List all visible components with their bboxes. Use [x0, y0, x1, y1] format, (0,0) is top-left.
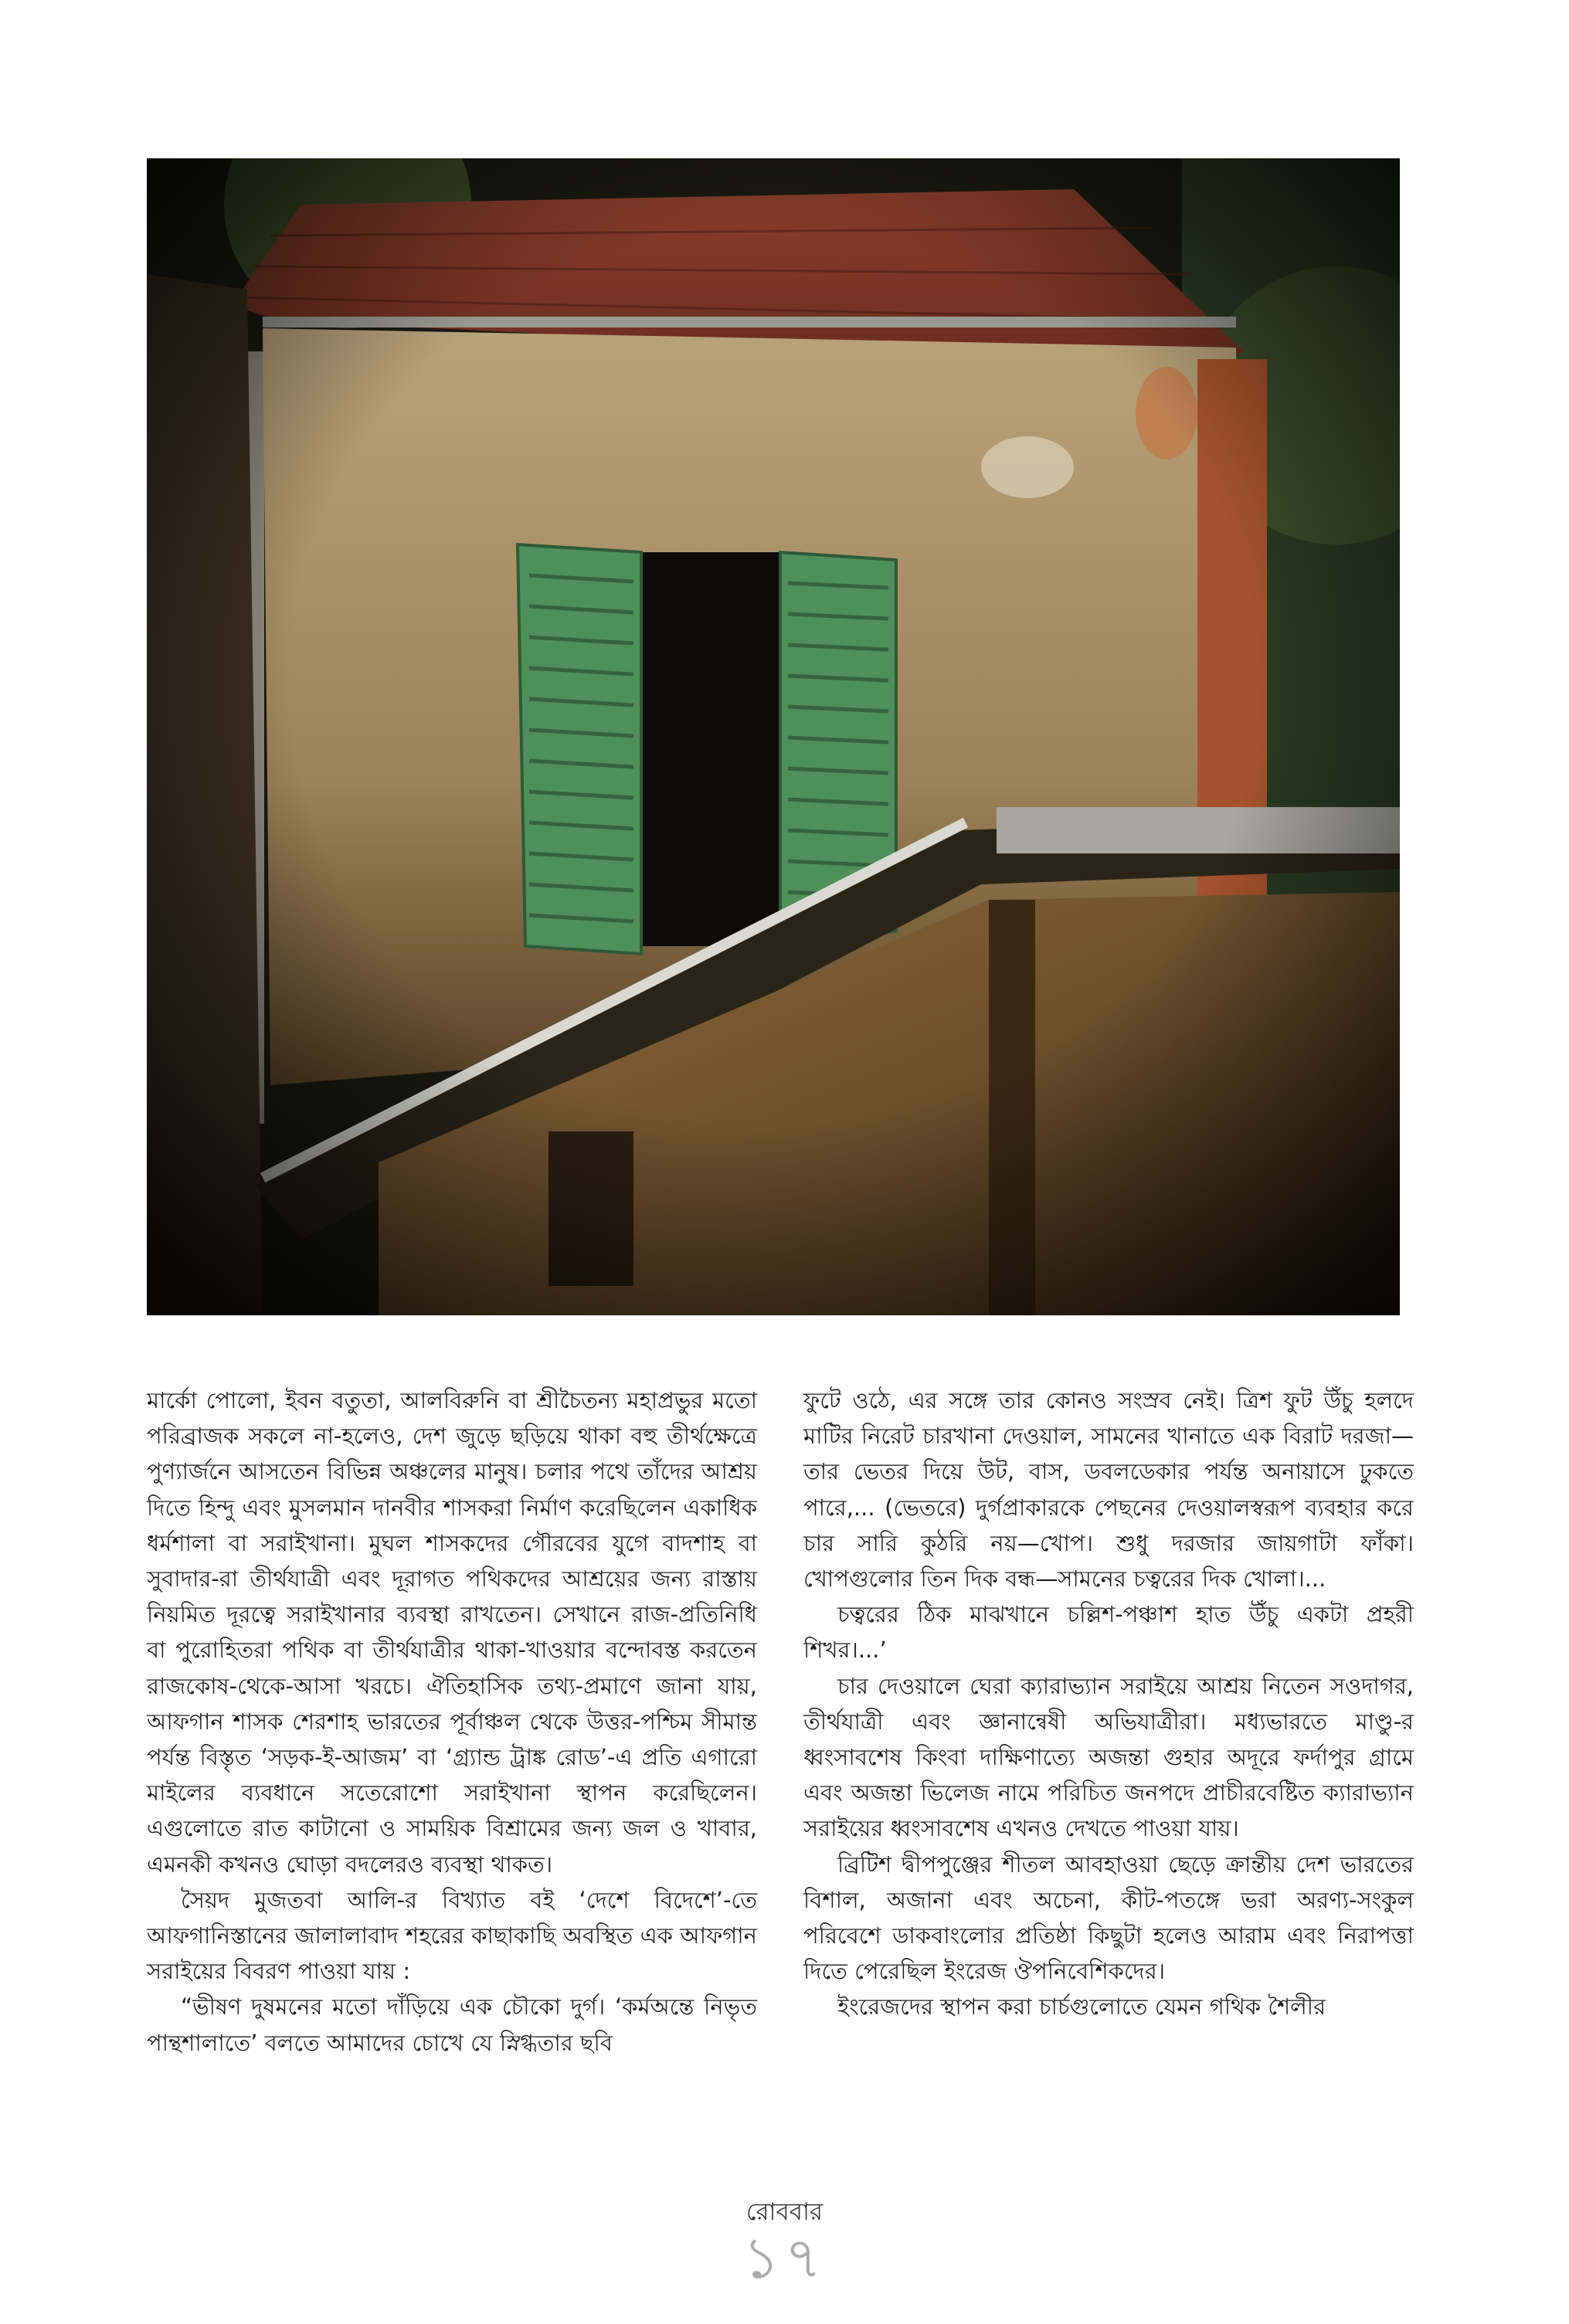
old-building-with-green-shutters-icon [147, 158, 1400, 1315]
paragraph: সৈয়দ মুজতবা আলি-র বিখ্যাত বই ‘দেশে বিদেশে’-তে আফগানিস্তানের জালালাবাদ শহরের কাছাকাছি অবস্থিত এক আফগান সরাইয়ের বিবরণ পাওয়া যায় : [147, 1886, 757, 1985]
article-photo [147, 158, 1400, 1315]
paragraph: মার্কো পোলো, ইবন বতুতা, আলবিরুনি বা শ্রীচৈতন্য মহাপ্রভুর মতো পরিব্রাজক সকলে না-হলেও, দেশ জুড়ে ছড়িয়ে থাকা বহু তীর্থক্ষেত্রে পুণ্যার্জনে আসতেন বিভিন্ন অঞ্চলের মানুষ। চলার পথে তাঁদের আশ্রয় দিতে হিন্দু এবং মুসলমান দানবীর শাসকরা নির্মাণ করেছিলেন একাধিক ধর্মশালা বা সরাইখানা। মুঘল শাসকদের গৌরবের যুগে বাদশাহ বা সুবাদার-রা তীর্থযাত্রী এবং দূরাগত পথিকদের আশ্রয়ের জন্য রাস্তায় নিয়মিত দূরত্বে সরাইখানার ব্যবস্থা রাখতেন। সেখানে রাজ-প্রতিনিধি বা পুরোহিতরা পথিক বা তীর্থযাত্রীর থাকা-খাওয়ার বন্দোবস্ত করতেন রাজকোষ-থেকে-আসা খরচে। ঐতিহাসিক তথ্য-প্রমাণে জানা যায়, আফগান শাসক শেরশাহ ভারতের পূর্বাঞ্চল থেকে উত্তর-পশ্চিম সীমান্ত পর্যন্ত বিস্তৃত ‘সড়ক-ই-আজম’ বা ‘গ্র্যান্ড ট্রাঙ্ক রোড’-এ প্রতি এগারো মাইলের ব্যবধানে সতেরোশো সরাইখানা স্থাপন করেছিলেন। এগুলোতে রাত কাটানো ও সাময়িক বিশ্রামের জন্য জল ও খাবার, এমনকী কখনও ঘোড়া বদলেরও ব্যবস্থা থাকত। [147, 1387, 757, 1878]
paragraph: চার দেওয়ালে ঘেরা ক্যারাভ্যান সরাইয়ে আশ্রয় নিতেন সওদাগর, তীর্থযাত্রী এবং জ্ঞানান্বেষী অভিযাত্রীরা। মধ্যভারতে মাণ্ডু-র ধ্বংসাবশেষ কিংবা দাক্ষিণাত্যে অজন্তা গুহার অদূরে ফর্দাপুর গ্রামে এবং অজন্তা ভিলেজ নামে পরিচিত জনপদে প্রাচীরবেষ্টিত ক্যারাভ্যান সরাইয়ের ধ্বংসাবশেষ এখনও দেখতে পাওয়া যায়। [803, 1672, 1414, 1842]
article-column-left [147, 1383, 757, 2061]
paragraph: “ভীষণ দুষমনের মতো দাঁড়িয়ে এক চৌকো দুর্গ। ‘কর্মঅন্তে নিভৃত পান্থশালাতে’ বলতে আমাদের চোখে যে স্নিগ্ধতার ছবি [147, 1993, 757, 2056]
paragraph: ফুটে ওঠে, এর সঙ্গে তার কোনও সংস্রব নেই। ত্রিশ ফুট উঁচু হলদে মাটির নিরেট চারখানা দেওয়াল, সামনের খানাতে এক বিরাট দরজা—তার ভেতর দিয়ে উট, বাস, ডবলডেকার পর্যন্ত অনায়াসে ঢুকতে পারে,... (ভেতরে) দুর্গপ্রাকারকে পেছনের দেওয়ালস্বরূপ ব্যবহার করে চার সারি কুঠরি নয়—খোপ। শুধু দরজার জায়গাটা ফাঁকা। খোপগুলোর তিন দিক বন্ধ—সামনের চত্বরের দিক খোলা।... [803, 1387, 1414, 1593]
page-number: ১৭ [742, 2225, 827, 2292]
paragraph: চত্বরের ঠিক মাঝখানে চল্লিশ-পঞ্চাশ হাত উঁচু একটা প্রহরী শিখর।...’ [803, 1601, 1414, 1664]
paragraph: ব্রিটিশ দ্বীপপুঞ্জের শীতল আবহাওয়া ছেড়ে ক্রান্তীয় দেশ ভারতের বিশাল, অজানা এবং অচেনা, কীট-পতঙ্গে ভরা অরণ্য-সংকুল পরিবেশে ডাকবাংলোর প্রতিষ্ঠা কিছুটা হলেও আরাম এবং নিরাপত্তা দিতে পেরেছিল ইংরেজ ঔপনিবেশিকদের। [803, 1851, 1414, 1985]
article-column-right [803, 1383, 1414, 2025]
paragraph: ইংরেজদের স্থাপন করা চার্চগুলোতে যেমন গথিক শৈলীর [837, 1993, 1326, 2020]
magazine-name: রোববার [745, 2198, 824, 2226]
